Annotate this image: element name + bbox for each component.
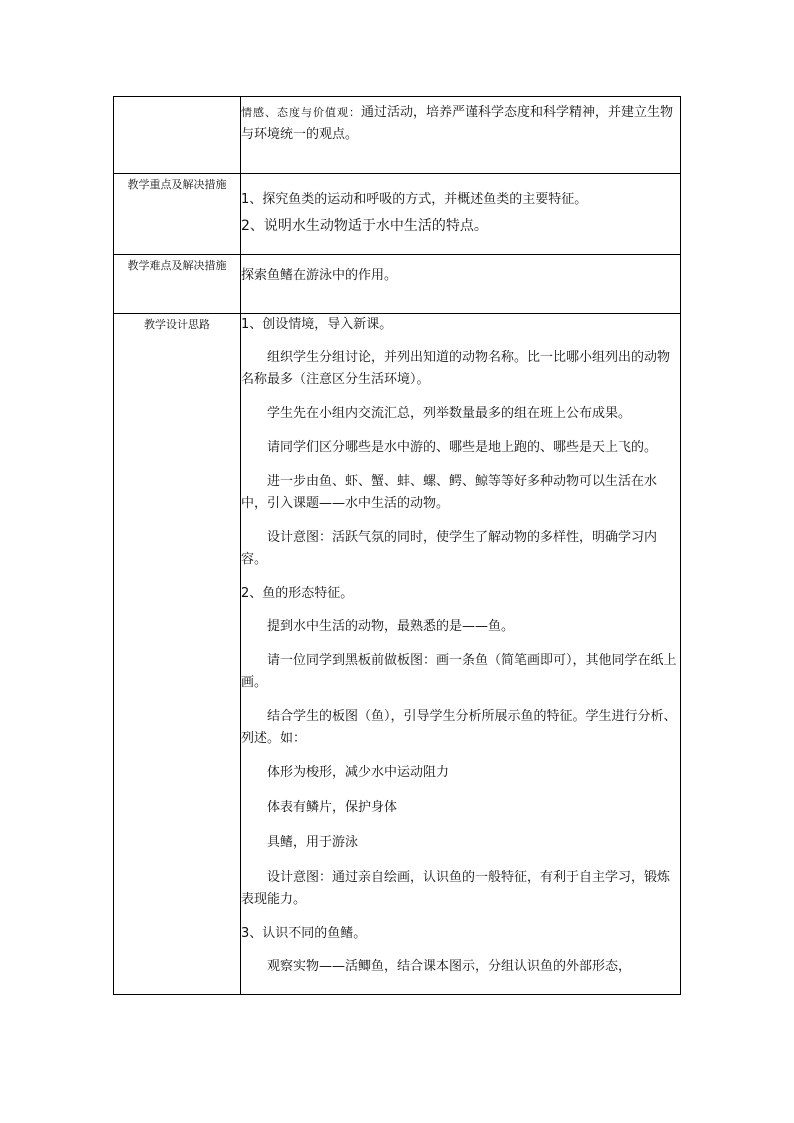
row-label-attitude [114, 97, 241, 174]
table-row-attitude [114, 97, 681, 174]
difficulty-text: 探索鱼鳍在游泳中的作用。 [241, 268, 398, 283]
table-row-key-points [114, 174, 681, 255]
row-label-difficulties: 教学难点及解决措施 [114, 255, 241, 314]
fish-feature: 体形为梭形，减少水中运动阻力 [267, 765, 450, 780]
design-paragraph: 提到水中生活的动物，最熟悉的是——鱼。 [267, 619, 515, 634]
design-paragraph: 进一步由鱼、虾、蟹、蚌、螺、鳄、鲸等等好多种动物可以生活在水中，引入课题——水中生活的动物。 [241, 474, 658, 511]
row-label-design: 教学设计思路 [114, 314, 241, 995]
row-content-design [241, 314, 681, 995]
design-intent: 设计意图：活跃气氛的同时，使学生了解动物的多样性，明确学习内容。 [241, 530, 658, 567]
design-heading-3: 3、认识不同的鱼鳍。 [241, 926, 367, 941]
row-content-difficulties [241, 255, 681, 314]
row-content-key-points [241, 174, 681, 255]
attitude-lead: 情感、态度与价值观： [241, 106, 361, 119]
design-paragraph: 请同学们区分哪些是水中游的、哪些是地上跑的、哪些是天上飞的。 [267, 440, 658, 455]
design-heading-1: 1、创设情境，导入新课。 [241, 317, 393, 332]
row-content-attitude [241, 97, 681, 174]
design-paragraph: 请一位同学到黑板前做板图：画一条鱼（简笔画即可），其他同学在纸上画。 [241, 653, 677, 690]
table-row-design [114, 314, 681, 995]
fish-feature: 体表有鳞片，保护身体 [267, 800, 398, 815]
design-heading-2: 2、鱼的形态特征。 [241, 586, 354, 601]
lesson-plan-table [113, 96, 681, 995]
design-paragraph: 组织学生分组讨论，并列出知道的动物名称。比一比哪小组列出的动物名称最多（注意区分生活环境）。 [241, 350, 671, 387]
key-point-1: 1、探究鱼类的运动和呼吸的方式，并概述鱼类的主要特征。 [241, 192, 588, 207]
key-point-2: 2、说明水生动物适于水中生活的特点。 [241, 218, 488, 234]
design-paragraph: 结合学生的板图（鱼），引导学生分析所展示鱼的特征。学生进行分析、列述。如： [241, 709, 677, 746]
table-row-difficulties [114, 255, 681, 314]
design-intent: 设计意图：通过亲自绘画，认识鱼的一般特征，有利于自主学习，锻炼表现能力。 [241, 870, 671, 907]
row-label-key-points: 教学重点及解决措施 [114, 174, 241, 255]
fish-feature: 具鳍，用于游泳 [267, 835, 359, 850]
attitude-rest: 通过活动，培养严谨科学态度和科学精神，并建立生物与环境统一的观点。 [241, 105, 674, 142]
attitude-text [241, 97, 680, 146]
design-paragraph: 观察实物——活鲫鱼，结合课本图示，分组认识鱼的外部形态， [267, 959, 632, 974]
design-paragraph: 学生先在小组内交流汇总，列举数量最多的组在班上公布成果。 [267, 406, 632, 421]
